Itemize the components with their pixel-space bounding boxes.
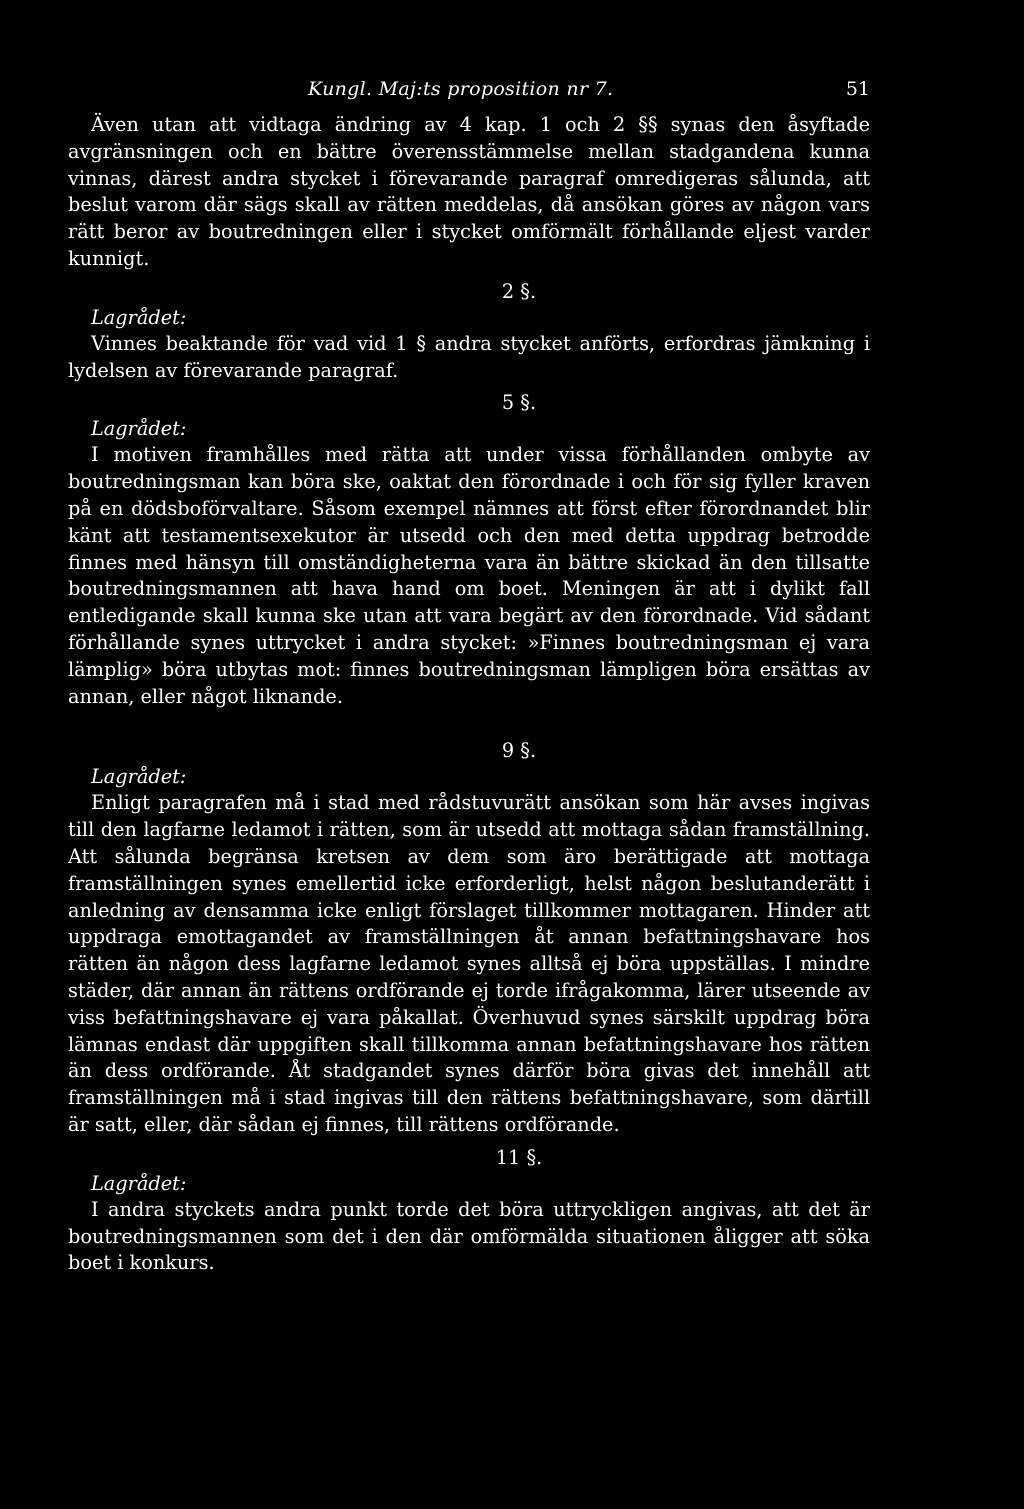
section-heading-lagradet: Lagrådet:	[91, 765, 187, 789]
section-paragraph-2: Vinnes beaktande för vad vid 1 § andra stycket anförts, erfordras jämkning i lydelsen av förevarande paragraf.	[68, 331, 870, 382]
section-paragraph-9: Enligt paragrafen må i stad med rådstuvurätt ansökan som här avses ingivas till den lagfarne ledamot i rätten, som är utsedd att mottaga sådan framställning. Att sålunda begränsa kretsen av dem som äro berättigade att mottaga framställningen synes emellertid icke erforderligt, helst någon beslutanderätt i anledning av densamma icke enligt förslaget tillkommer mottagaren. Hinder att uppdraga emottagandet av framställningen åt annan befattningshavare hos rätten än någon dess lagfarne ledamot synes alltså ej böra uppställas. I mindre städer, där annan än rättens ordförande ej torde ifrågakomma, lärer utseende av viss befattningshavare ej vara påkallat. Överhuvud synes särskilt uppdrag böra lämnas endast där uppgiften skall tillkomma annan befattningshavare hos rätten än dess ordförande. Åt stadgandet synes därför böra givas det innehåll att framställningen må i stad ingivas till den rättens befattningshavare, som därtill är satt, eller, där sådan ej finnes, till rättens ordförande.	[68, 791, 870, 1136]
section-number-11: 11 §.	[495, 1145, 543, 1169]
section-number-5: 5 §.	[501, 391, 537, 415]
section-number-9: 9 §.	[501, 739, 537, 763]
section-heading-lagradet: Lagrådet:	[91, 417, 187, 441]
section-number-2: 2 §.	[501, 279, 537, 303]
section-paragraph-11: I andra styckets andra punkt torde det böra uttryckligen angivas, att det är boutredningsmannen som det i den där omförmälda situationen åligger att söka boet i konkurs.	[68, 1197, 870, 1275]
intro-paragraph: Även utan att vidtaga ändring av 4 kap. 1 och 2 §§ synas den åsyftade avgränsningen och en bättre överensstämmelse mellan stadgandena kunna vinnas, därest andra stycket i förevarande paragraf omredigeras sålunda, att beslut varom där sägs skall av rätten meddelas, då ansökan göres av någon vars rätt beror av boutredningen eller i stycket omförmält förhållande eljest varder kunnigt.	[68, 113, 870, 270]
document-page	[68, 78, 870, 1277]
section-heading-lagradet: Lagrådet:	[91, 1171, 187, 1195]
section-heading-lagradet: Lagrådet:	[91, 305, 187, 329]
page-number: 51	[845, 78, 870, 100]
page-header	[68, 78, 870, 112]
spacer	[68, 710, 870, 738]
section-paragraph-5: I motiven framhålles med rätta att under vissa förhållanden ombyte av boutredningsman kan böra ske, oaktat den förordnade i och för sig fyller kraven på en dödsboförvaltare. Såsom exempel nämnes att först efter förordnandet blir känt att testamentsexekutor är utsedd och den med detta uppdrag betrodde finnes med hänsyn till omständigheterna vara än bättre skickad än den tillsatte boutredningsmannen att hava hand om boet. Meningen är att i dylikt fall entledigande skall kunna ske utan att vara begärt av den förordnade. Vid sådant förhållande synes uttrycket i andra stycket: »Finnes boutredningsman ej vara lämplig» böra utbytas mot: finnes boutredningsman lämpligen böra ersättas av annan, eller något liknande.	[68, 443, 870, 708]
running-title: Kungl. Maj:ts proposition nr 7.	[308, 78, 614, 100]
